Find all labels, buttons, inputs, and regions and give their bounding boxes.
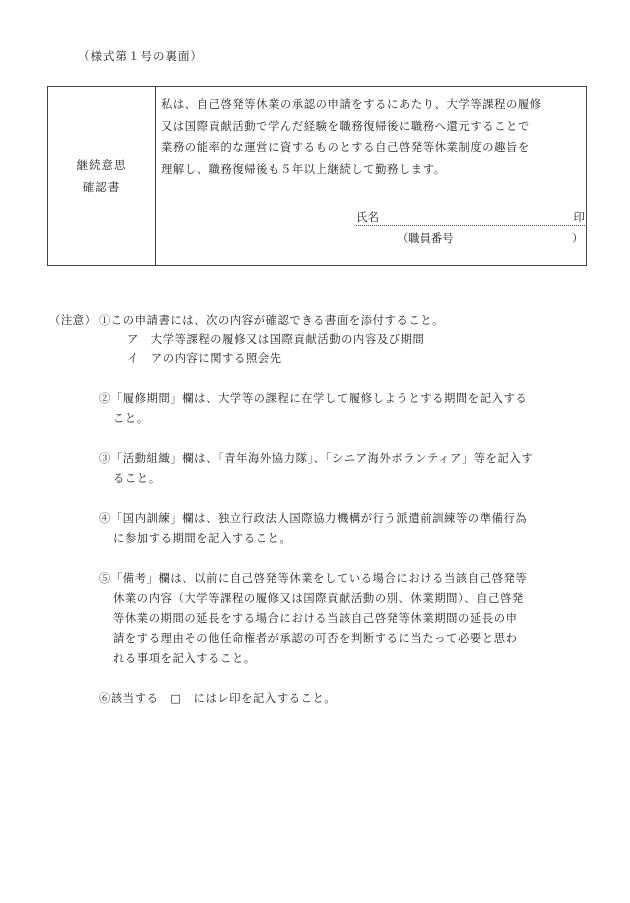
- title-line-1: 継続意思: [76, 158, 127, 172]
- note-5-cont: 請をする理由その他任命権者が承認の可否を判断するに当たって必要と思わ: [113, 632, 518, 645]
- note-1-item-b: イ アの内容に関する照会先: [127, 352, 282, 365]
- note-2-cont: こと。: [113, 412, 149, 425]
- signature-field[interactable]: [356, 209, 585, 226]
- note-4: ④「国内訓練」欄は、独立行政法人国際協力機構が行う派遣前訓練等の準備行為: [99, 512, 528, 525]
- name-label: 氏名: [356, 210, 379, 224]
- notes-label: （注意）: [49, 314, 97, 327]
- staff-number-label: （職員番号: [397, 232, 454, 245]
- note-4-cont: に参加する期間を記入すること。: [113, 532, 292, 545]
- declaration-title: [48, 87, 156, 265]
- declaration-line: 私は、自己啓発等休業の承認の申請をするにあたり、大学等課程の履修: [161, 98, 542, 111]
- title-line-2: 確認書: [82, 180, 121, 194]
- declaration-line: 理解し、職務復帰後も５年以上継続して勤務します。: [161, 162, 446, 176]
- declaration-line: 業務の能率的な運営に資するものとする自己啓発等休業制度の趣旨を: [161, 141, 530, 154]
- note-3: ③「活動組織」欄は、「青年海外協力隊」、「シニア海外ボランティア」等を記入す: [99, 452, 534, 465]
- declaration-box: [47, 86, 587, 266]
- declaration-line: 又は国際貢献活動で学んだ経験を職務復帰後に職務へ還元することで: [161, 119, 530, 133]
- note-5-cont: 等休業の期間の延長をする場合における当該自己啓発等休業期間の延長の申: [113, 612, 518, 625]
- note-1: ①この申請書には、次の内容が確認できる書面を添付すること。: [99, 314, 445, 327]
- declaration-content: [156, 87, 586, 265]
- note-5: ⑤「備考」欄は、以前に自己啓発等休業をしている場合における当該自己啓発等: [99, 572, 528, 585]
- note-3-cont: ること。: [113, 472, 161, 485]
- form-number: （様式第１号の裏面）: [78, 49, 203, 63]
- staff-number-close: ）: [572, 232, 584, 245]
- note-5-cont: れる事項を記入すること。: [113, 652, 256, 665]
- seal-label: 印: [573, 210, 585, 224]
- note-2: ②「履修期間」欄は、大学等の課程に在学して履修しようとする期間を記入する: [99, 392, 528, 405]
- declaration-text: [161, 94, 586, 180]
- note-6: ⑥該当する □ にはレ印を記入すること。: [99, 692, 337, 705]
- note-5-cont: 休業の内容（大学等課程の履修又は国際貢献活動の別、休業期間）、自己啓発: [113, 592, 524, 605]
- note-1-item-a: ア 大学等課程の履修又は国際貢献活動の内容及び期間: [127, 333, 425, 346]
- staff-number-field[interactable]: [397, 230, 584, 246]
